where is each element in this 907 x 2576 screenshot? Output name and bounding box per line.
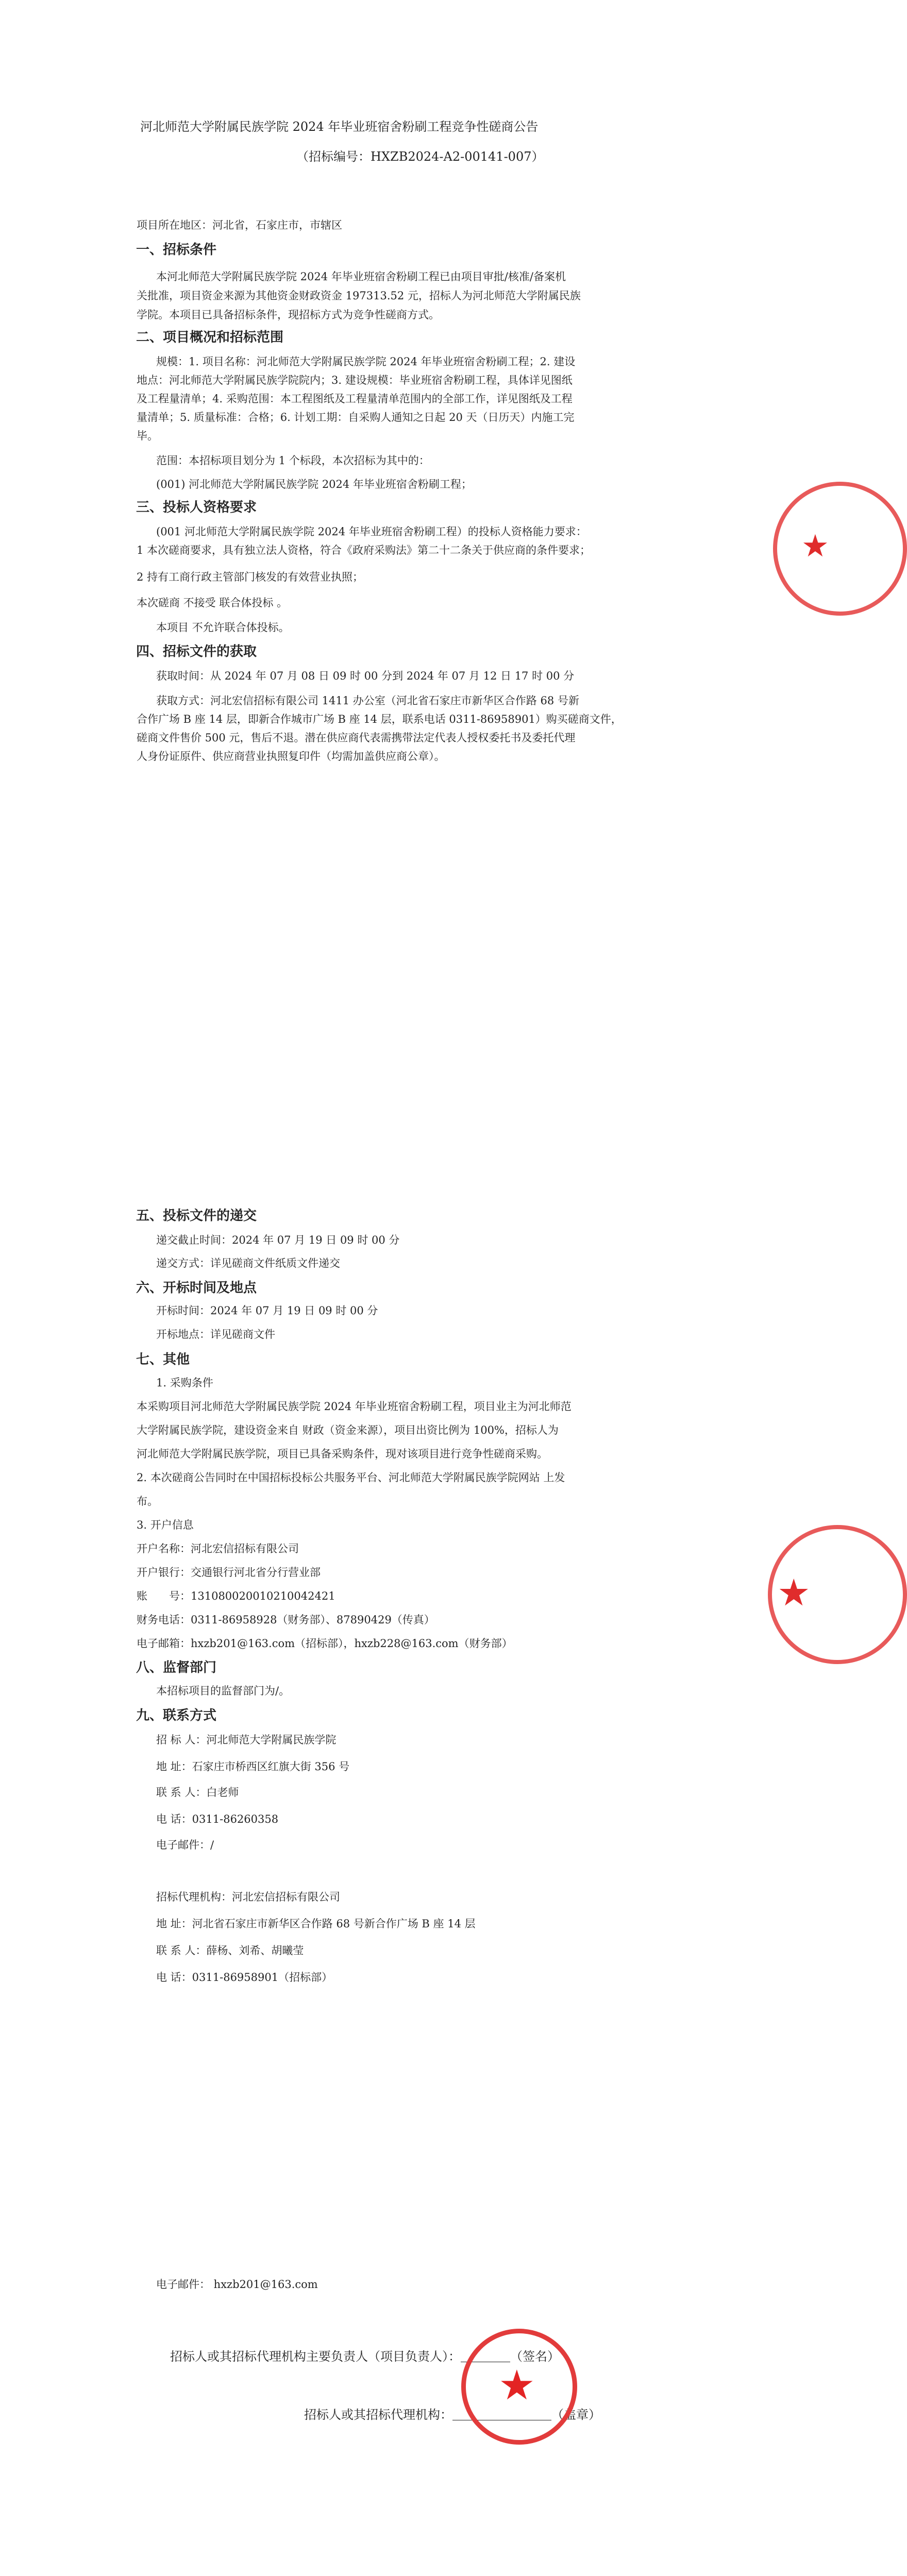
account-number-row — [137, 1590, 335, 1603]
section-1-heading: 一、招标条件 — [136, 242, 217, 258]
tenderer-address: 地 址：石家庄市桥西区红旗大街 356 号 — [156, 1760, 350, 1773]
edge-seal — [773, 482, 829, 616]
tenderer-phone: 电 话：0311-86260358 — [156, 1813, 279, 1825]
account-bank: 开户银行：交通银行河北省分行营业部 — [137, 1566, 321, 1579]
opening-time: 开标时间：2024 年 07 月 19 日 09 时 00 分 — [156, 1304, 378, 1317]
project-location: 项目所在地区：河北省，石家庄市，市辖区 — [137, 219, 342, 231]
section-4-line: 合作广场 B 座 14 层，即新合作城市广场 B 座 14 层，联系电话 0311-86958901）购买磋商文件， — [137, 713, 622, 725]
document-title: 河北师范大学附属民族学院 2024 年毕业班宿舍粉刷工程竞争性磋商公告 — [140, 120, 539, 134]
section-3-line: 2 持有工商行政主管部门核发的有效营业执照； — [137, 571, 364, 583]
section-7-heading: 七、其他 — [136, 1352, 190, 1367]
section-1-line: 本河北师范大学附属民族学院 2024 年毕业班宿舍粉刷工程已由项目审批/核准/备案机 — [156, 270, 566, 283]
opening-place: 开标地点：详见磋商文件 — [156, 1328, 275, 1341]
section-2-line: 地点：河北师范大学附属民族学院院内；3. 建设规模：毕业班宿舍粉刷工程，具体详见图纸 — [137, 374, 573, 386]
section-3-heading: 三、投标人资格要求 — [136, 500, 257, 515]
section-3-project: 本项目 不允许联合体投标。 — [156, 621, 290, 634]
signature-line: 招标人或其招标代理机构主要负责人（项目负责人）：＿＿＿＿（签名） — [170, 2349, 560, 2364]
account-name: 开户名称：河北宏信招标有限公司 — [137, 1543, 299, 1555]
section-7-item: 1. 采购条件 — [156, 1377, 213, 1389]
section-2-line: 量清单；5. 质量标准：合格；6. 计划工期：自采购人通知之日起 20 天（日历天）内施工完 — [137, 411, 575, 423]
edge-seal — [768, 1525, 818, 1664]
section-7-line: 河北师范大学附属民族学院，项目已具备采购条件，现对该项目进行竞争性磋商采购。 — [137, 1448, 548, 1460]
section-4-heading: 四、招标文件的获取 — [136, 644, 257, 659]
account-number-label: 账 号： — [137, 1590, 191, 1602]
seal-ring — [773, 482, 907, 616]
agency-contact: 联 系 人：薛杨、刘希、胡曦莹 — [156, 1944, 304, 1957]
section-4-line: 磋商文件售价 500 元，售后不退。潜在供应商代表需携带法定代表人授权委托书及委托代理 — [137, 732, 576, 744]
section-2-heading: 二、项目概况和招标范围 — [136, 330, 284, 345]
section-1-line: 关批准，项目资金来源为其他资金财政资金 197313.52 元，招标人为河北师范大学附属民族 — [137, 290, 581, 302]
section-6-heading: 六、开标时间及地点 — [136, 1280, 257, 1296]
section-2-lot: (001) 河北师范大学附属民族学院 2024 年毕业班宿舍粉刷工程； — [156, 478, 472, 490]
section-8-heading: 八、监督部门 — [136, 1660, 217, 1675]
section-4-line: 人身份证原件、供应商营业执照复印件（均需加盖供应商公章）。 — [137, 750, 445, 762]
submission-deadline: 递交截止时间：2024 年 07 月 19 日 09 时 00 分 — [156, 1234, 400, 1246]
section-7-line: 2. 本次磋商公告同时在中国招标投标公共服务平台、河北师范大学附属民族学院网站 上发 — [137, 1471, 565, 1484]
section-1-line: 学院。本项目已具备招标条件，现招标方式为竞争性磋商方式。 — [137, 309, 440, 321]
seal-line: 招标人或其招标代理机构：＿＿＿＿＿＿＿＿（盖章） — [304, 2408, 601, 2422]
official-seal — [461, 2329, 577, 2445]
account-number: 131080020010210042421 — [191, 1590, 335, 1602]
agency-phone: 电 话：0311-86958901（招标部） — [156, 1971, 333, 1984]
finance-phone: 财务电话：0311-86958928（财务部）、87890429（传真） — [137, 1614, 435, 1626]
submission-method: 递交方式：详见磋商文件纸质文件递交 — [156, 1257, 340, 1269]
section-7-line: 本采购项目河北师范大学附属民族学院 2024 年毕业班宿舍粉刷工程，项目业主为河北师范 — [137, 1400, 572, 1413]
section-2-line: 规模：1. 项目名称：河北师范大学附属民族学院 2024 年毕业班宿舍粉刷工程；2. 建设 — [156, 355, 576, 368]
agency-address: 地 址：河北省石家庄市新华区合作路 68 号新合作广场 B 座 14 层 — [156, 1918, 476, 1930]
tenderer-name: 招 标 人：河北师范大学附属民族学院 — [156, 1734, 337, 1746]
seal-star-icon: ★ — [801, 528, 829, 564]
tenderer-email: 电子邮件：/ — [156, 1839, 214, 1851]
supervision-text: 本招标项目的监督部门为/。 — [156, 1685, 290, 1697]
tender-number: （招标编号：HXZB2024-A2-00141-007） — [296, 149, 544, 164]
agency-name: 招标代理机构：河北宏信招标有限公司 — [156, 1891, 340, 1903]
section-7-line: 布。 — [137, 1495, 158, 1507]
section-7-line: 大学附属民族学院，建设资金来自 财政（资金来源），项目出资比例为 100%，招标人为 — [137, 1424, 559, 1436]
tenderer-contact: 联 系 人：白老师 — [156, 1786, 239, 1799]
section-3-line: (001 河北师范大学附属民族学院 2024 年毕业班宿舍粉刷工程）的投标人资格能力要求： — [156, 526, 587, 538]
seal-star-icon: ★ — [498, 2361, 535, 2409]
section-9-heading: 九、联系方式 — [136, 1708, 217, 1723]
section-3-line: 1 本次磋商要求，具有独立法人资格，符合《政府采购法》第二十二条关于供应商的条件要求； — [137, 544, 591, 556]
section-2-line: 及工程量清单；4. 采购范围：本工程图纸及工程量清单范围内的全部工作，详见图纸及工程 — [137, 393, 573, 405]
agency-email: 电子邮件： hxzb201@163.com — [156, 2278, 318, 2291]
section-7-item: 3. 开户信息 — [137, 1519, 194, 1531]
email-line: 电子邮箱：hxzb201@163.com（招标部），hxzb228@163.com（财务部） — [137, 1637, 513, 1650]
section-3-consortium: 本次磋商 不接受 联合体投标 。 — [137, 597, 288, 609]
seal-star-icon: ★ — [777, 1571, 811, 1614]
section-5-heading: 五、投标文件的递交 — [136, 1208, 257, 1224]
section-4-line: 获取时间：从 2024 年 07 月 08 日 09 时 00 分到 2024 年 07 月 12 日 17 时 00 分 — [156, 670, 575, 682]
section-2-line: 毕。 — [137, 430, 158, 442]
section-2-range: 范围：本招标项目划分为 1 个标段，本次招标为其中的： — [156, 454, 430, 467]
section-4-line: 获取方式：河北宏信招标有限公司 1411 办公室（河北省石家庄市新华区合作路 68 号新 — [156, 694, 579, 707]
